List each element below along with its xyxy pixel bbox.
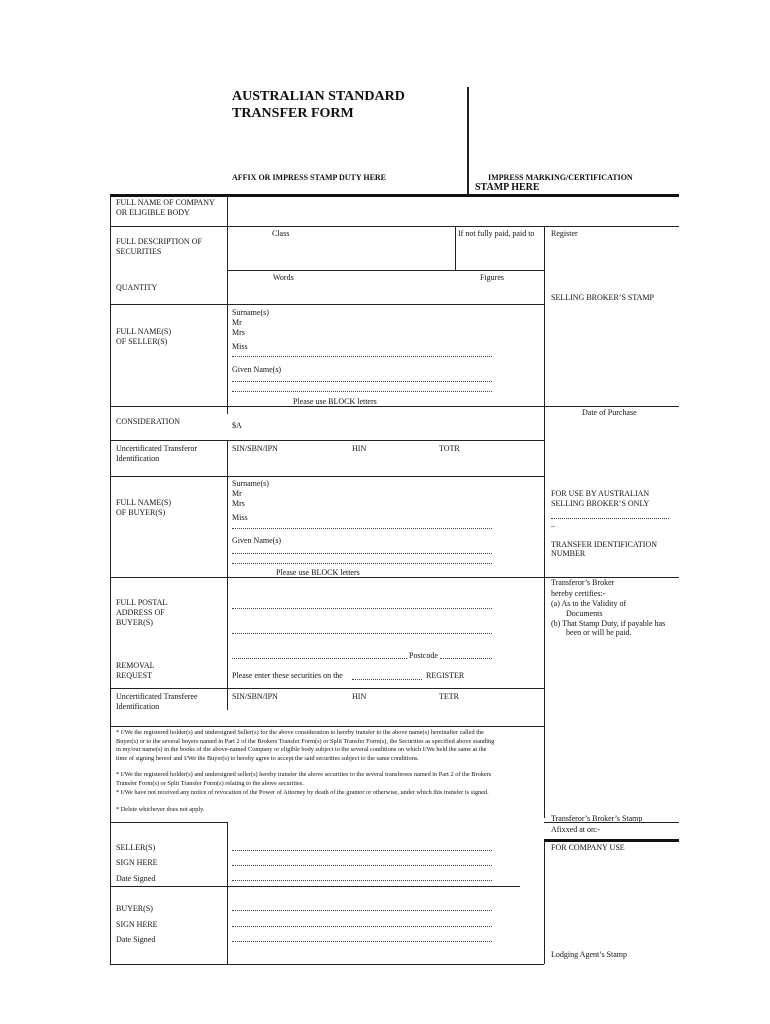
buyer-given-line-2[interactable] bbox=[232, 563, 492, 564]
seller-mr: Mr bbox=[232, 318, 242, 327]
form-title-line1: AUSTRALIAN STANDARD bbox=[232, 89, 405, 104]
buyer-date-signed: Date Signed bbox=[116, 935, 156, 944]
transferee-tetr[interactable]: TETR bbox=[439, 692, 459, 701]
consideration-value[interactable]: $A bbox=[232, 421, 242, 430]
declaration-p1: * I/We the registered holder(s) and undersigned Seller(s) for the above consideration to hereby transfer to the above name(s) hereinafter called the Buyer(s) or to the several buyers named in Part 2 of the Brokers Transfer Form(s) or Split Transfer Form(s), the Securities as specified above standing in my/our name(s) in the books of the above-named Company or eligible body subject to the several conditions on which I/We held the same at the time of signing hereof and I/We the Buyer(s) to hereby agree to accept the said securities subject to the same conditions. bbox=[116, 729, 495, 762]
address-line-3[interactable] bbox=[232, 658, 407, 659]
postcode-line[interactable] bbox=[440, 658, 492, 659]
date-of-purchase-label: Date of Purchase bbox=[582, 408, 637, 417]
seller-miss: Miss bbox=[232, 342, 248, 351]
buyer-surnames: Surname(s) bbox=[232, 479, 269, 488]
broker-stamp-l1: Transferor’s Broker’s Stamp bbox=[551, 814, 643, 823]
label-divider-c bbox=[227, 822, 228, 964]
rule-declaration bbox=[110, 822, 227, 823]
rule-uti1 bbox=[110, 476, 544, 477]
address-label: FULL POSTAL ADDRESS OF BUYER(S) bbox=[116, 598, 167, 627]
seller-date-signed: Date Signed bbox=[116, 874, 156, 883]
quantity-label: QUANTITY bbox=[116, 283, 158, 292]
top-rule bbox=[110, 194, 679, 197]
lodging-stamp-label: Lodging Agent’s Stamp bbox=[551, 950, 627, 959]
transferor-totr[interactable]: TOTR bbox=[439, 444, 460, 453]
transferee-hin[interactable]: HIN bbox=[352, 692, 367, 701]
removal-text: Please enter these securities on the bbox=[232, 671, 343, 680]
buyer-miss: Miss bbox=[232, 513, 248, 522]
impress-label-2: STAMP HERE bbox=[475, 182, 540, 193]
buyer-block-note: Please use BLOCK letters bbox=[276, 568, 360, 577]
broker-only-line2: SELLING BROKER’S ONLY bbox=[551, 499, 650, 508]
register-label: Register bbox=[551, 229, 578, 238]
rule-quantity bbox=[110, 304, 544, 305]
certify-l1: Transferor’s Broker bbox=[551, 578, 615, 587]
broker-stamp-l2: Afixxed at on:- bbox=[551, 825, 600, 834]
buyer-sign-line-2[interactable] bbox=[232, 926, 492, 927]
rule-seller bbox=[110, 406, 679, 407]
broker-only-dash: – bbox=[551, 521, 555, 530]
buyer-mr: Mr bbox=[232, 489, 242, 498]
securities-label: FULL DESCRIPTION OF SECURITIES bbox=[116, 237, 202, 256]
rule-seller-sign bbox=[110, 886, 520, 887]
seller-sign-line-1[interactable] bbox=[232, 850, 492, 851]
label-divider-b bbox=[227, 440, 228, 710]
buyers-label: BUYER(S) bbox=[116, 904, 153, 913]
certify-l3: (a) As to the Validity of bbox=[551, 599, 627, 608]
broker-only-line[interactable] bbox=[551, 518, 669, 519]
right-col-divider bbox=[544, 226, 545, 818]
rule-uti2 bbox=[110, 726, 544, 727]
affix-stamp-label: AFFIX OR IMPRESS STAMP DUTY HERE bbox=[232, 173, 387, 182]
certify-l2: hereby certifies:- bbox=[551, 589, 606, 598]
seller-mrs: Mrs bbox=[232, 328, 245, 337]
consideration-label: CONSIDERATION bbox=[116, 417, 180, 426]
class-label: Class bbox=[272, 229, 290, 238]
tin-label-1: TRANSFER IDENTIFICATION bbox=[551, 540, 657, 549]
buyer-sign-here: SIGN HERE bbox=[116, 920, 158, 929]
seller-block-note: Please use BLOCK letters bbox=[293, 397, 377, 406]
rule-broker-stamp bbox=[544, 822, 679, 823]
seller-surname-line[interactable] bbox=[232, 356, 492, 357]
figures-label: Figures bbox=[480, 273, 504, 282]
bottom-rule bbox=[110, 964, 544, 965]
certify-l6: been or will be paid. bbox=[566, 628, 632, 637]
company-name-field[interactable] bbox=[230, 198, 670, 224]
company-label: FULL NAME OF COMPANY OR ELIGIBLE BODY bbox=[116, 198, 215, 217]
postcode-label: Postcode bbox=[409, 651, 438, 660]
buyer-sign-line-1[interactable] bbox=[232, 910, 492, 911]
sellers-label: SELLER(S) bbox=[116, 843, 156, 852]
address-line-1[interactable] bbox=[232, 608, 492, 609]
tin-label-2: NUMBER bbox=[551, 549, 586, 558]
buyer-surname-line[interactable] bbox=[232, 528, 492, 529]
buyer-mrs: Mrs bbox=[232, 499, 245, 508]
left-border bbox=[110, 196, 111, 964]
address-line-2[interactable] bbox=[232, 633, 492, 634]
words-label: Words bbox=[273, 273, 294, 282]
certify-l4: Documents bbox=[566, 609, 603, 618]
company-use-label: FOR COMPANY USE bbox=[551, 843, 625, 852]
buyer-label: FULL NAME(S) OF BUYER(S) bbox=[116, 498, 172, 517]
seller-surnames: Surname(s) bbox=[232, 308, 269, 317]
declaration-p4: * Delete whichever does not apply. bbox=[116, 806, 205, 813]
label-divider-a bbox=[227, 196, 228, 414]
seller-sign-line-2[interactable] bbox=[232, 865, 492, 866]
broker-only-line1: FOR USE BY AUSTRALIAN bbox=[551, 489, 650, 498]
declaration-p3: * I/We have not received any notice of revocation of the Power of Attorney by death of the grantor or otherwise, under which this transfer is signed. bbox=[116, 789, 489, 796]
transferor-hin[interactable]: HIN bbox=[352, 444, 367, 453]
certify-l5: (b) That Stamp Duty, if payable has bbox=[551, 619, 666, 628]
rule-removal bbox=[110, 688, 544, 689]
seller-given-line-2[interactable] bbox=[232, 391, 492, 392]
header-divider bbox=[467, 87, 469, 194]
impress-label: IMPRESS MARKING/CERTIFICATION bbox=[488, 173, 633, 182]
seller-label: FULL NAME(S) OF SELLER(S) bbox=[116, 327, 172, 346]
selling-broker-stamp-label: SELLING BROKER’S STAMP bbox=[551, 293, 654, 302]
transferee-id-label: Uncertificated Transferee Identification bbox=[116, 692, 198, 711]
buyer-date-line[interactable] bbox=[232, 941, 492, 942]
transferee-sin[interactable]: SIN/SBN/IPN bbox=[232, 692, 278, 701]
seller-sign-here: SIGN HERE bbox=[116, 858, 158, 867]
form-title-line2: TRANSFER FORM bbox=[232, 106, 354, 121]
not-paid-label: If not fully paid, paid to bbox=[458, 229, 535, 238]
rule-company-use bbox=[544, 839, 679, 842]
rule-securities bbox=[227, 270, 544, 271]
rule-company bbox=[110, 226, 679, 227]
seller-given: Given Name(s) bbox=[232, 365, 282, 374]
buyer-given: Given Name(s) bbox=[232, 536, 282, 545]
removal-label: REMOVAL REQUEST bbox=[116, 661, 155, 680]
seller-date-line[interactable] bbox=[232, 880, 492, 881]
removal-register: REGISTER bbox=[426, 671, 465, 680]
rule-consideration bbox=[110, 440, 544, 441]
transferor-id-label: Uncertificated Transferor Identification bbox=[116, 444, 198, 463]
seller-given-line-1[interactable] bbox=[232, 381, 492, 382]
buyer-given-line-1[interactable] bbox=[232, 553, 492, 554]
right-col-divider-2 bbox=[544, 842, 545, 964]
removal-register-line[interactable] bbox=[352, 679, 422, 680]
declaration-p2: * I/We the registered holder(s) and undersigned seller(s) hereby transfer the above securities to the several transferees named in Part 2 of the Brokers Transfer Form(s) or Split Transfer Form(s) relating to the above securities. bbox=[116, 771, 492, 787]
transferor-sin[interactable]: SIN/SBN/IPN bbox=[232, 444, 278, 453]
class-divider bbox=[455, 226, 456, 270]
